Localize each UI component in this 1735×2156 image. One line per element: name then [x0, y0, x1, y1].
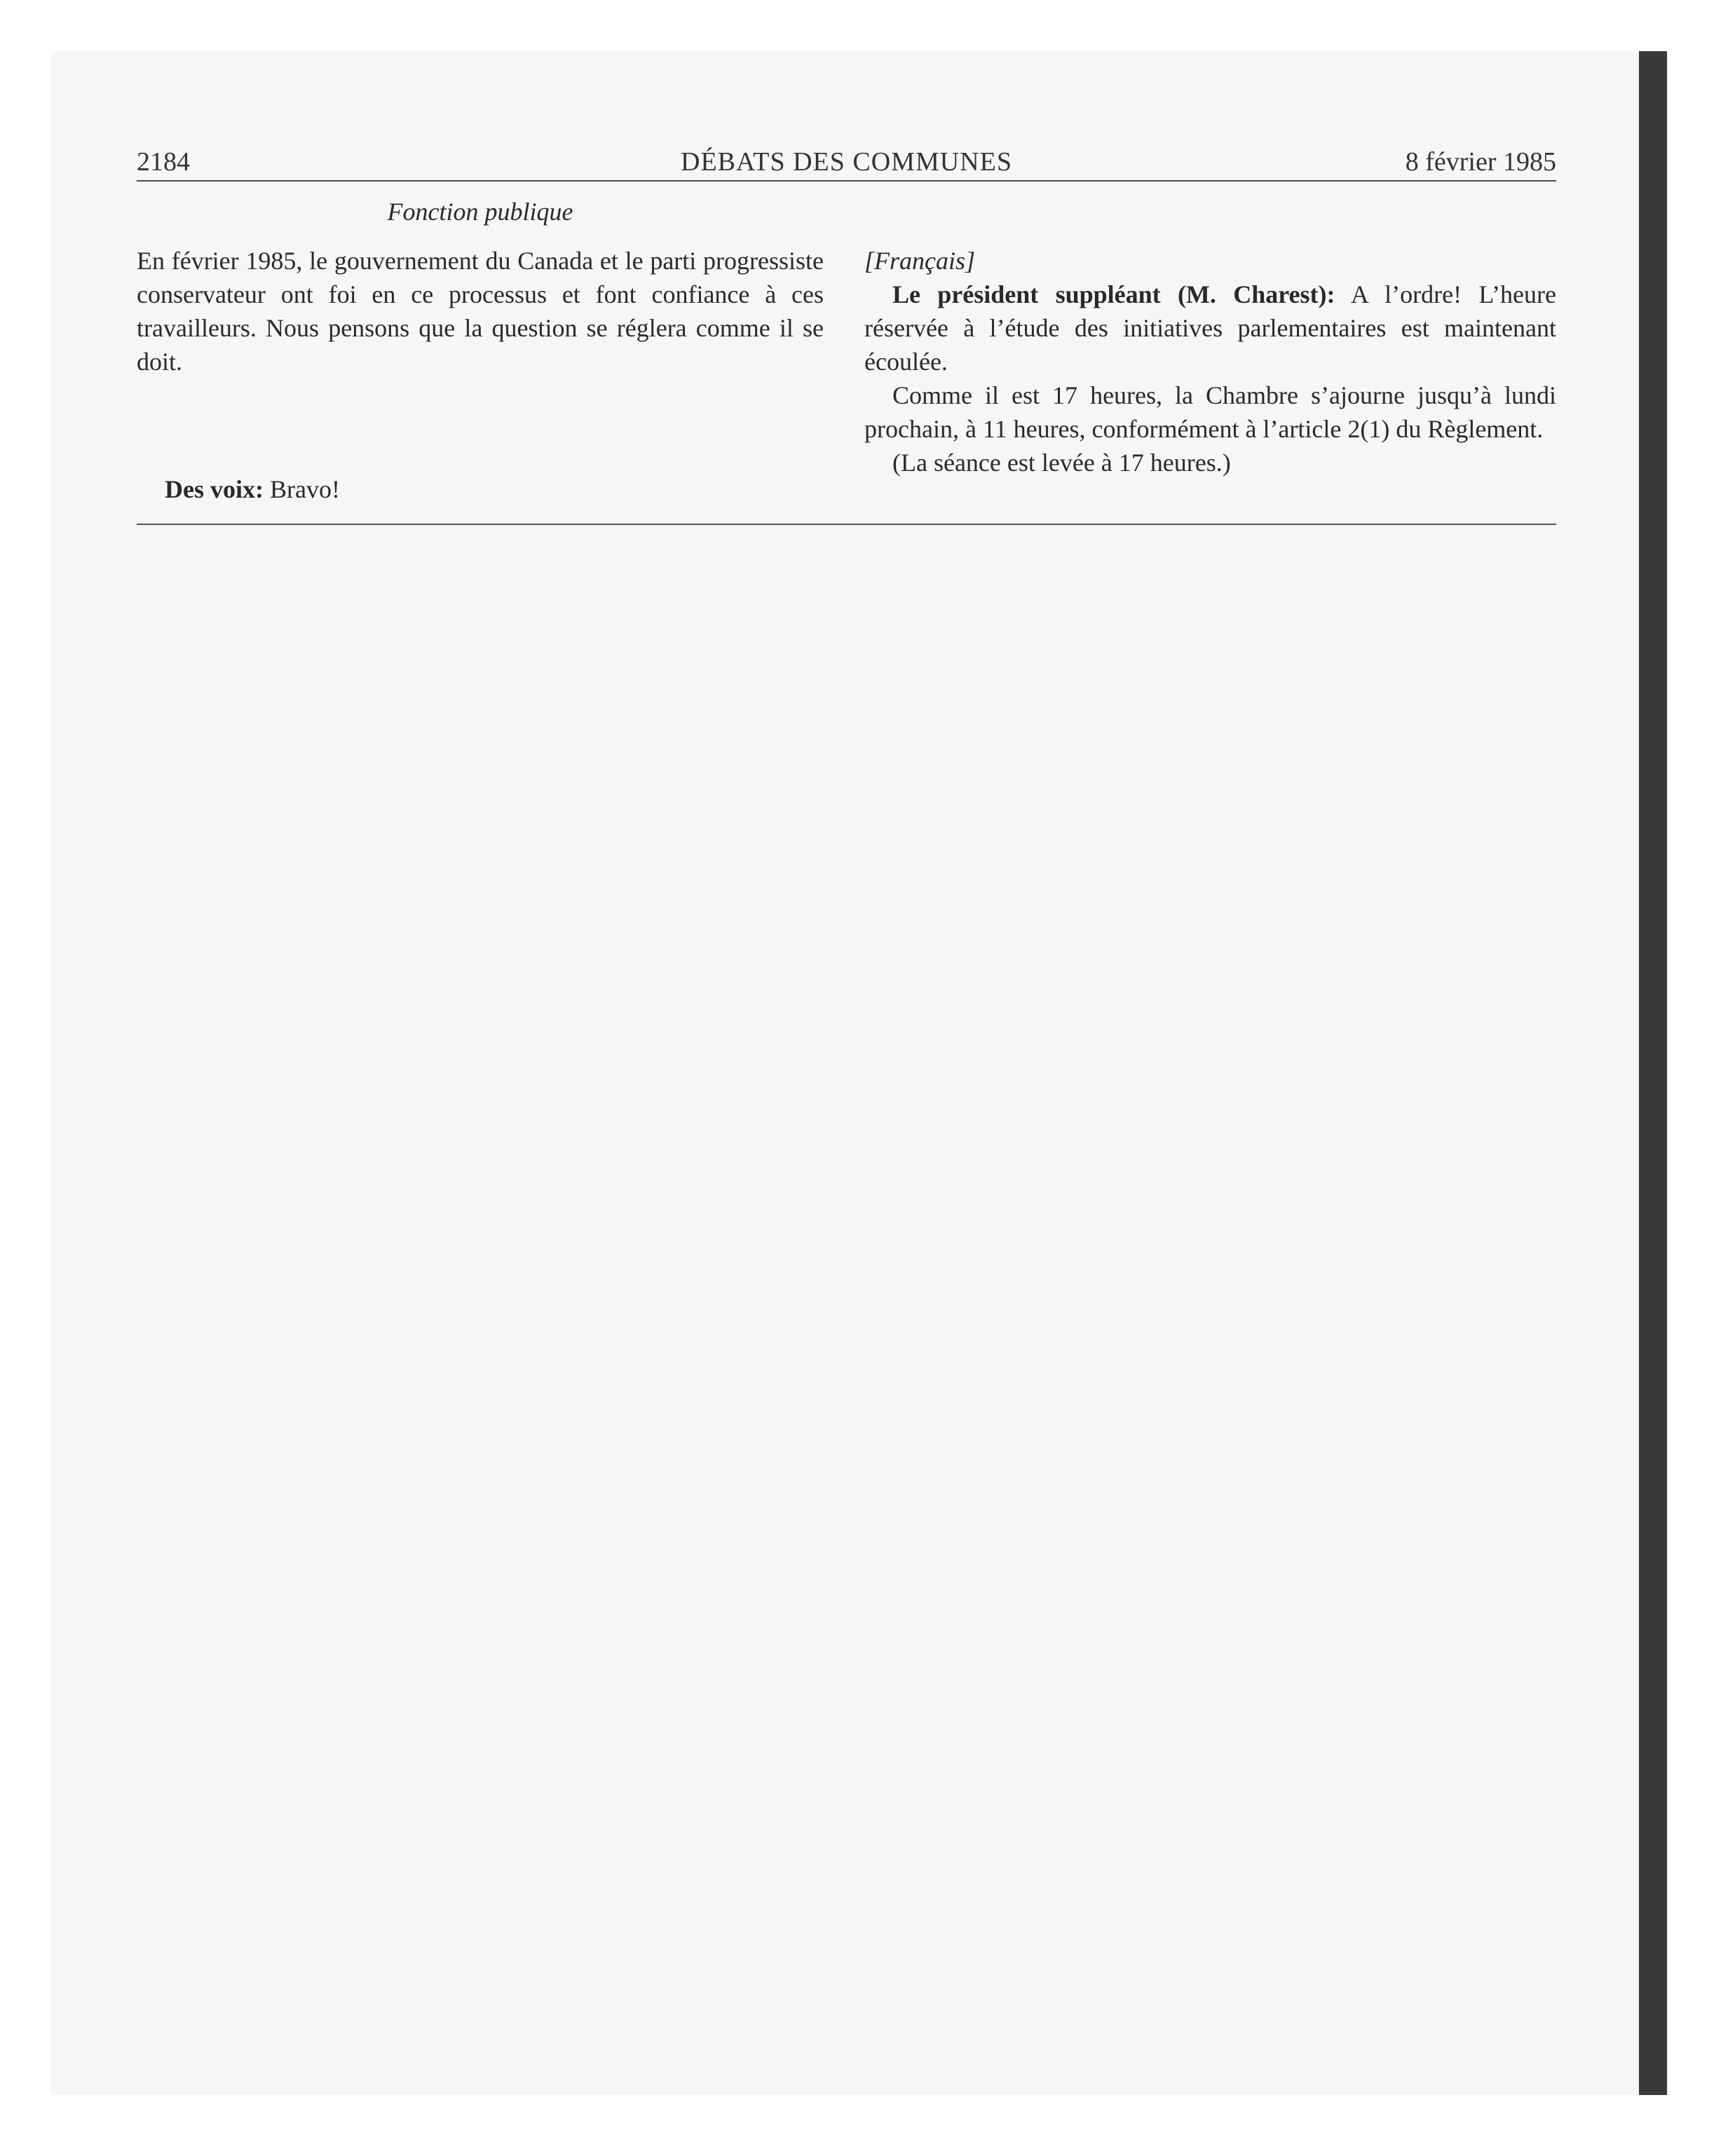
header-date: 8 février 1985 [1405, 147, 1556, 177]
speaker-name: Des voix: [165, 475, 264, 503]
speaker-statement [864, 278, 1556, 378]
right-column [864, 195, 1556, 479]
section-heading: Fonction publique [387, 198, 573, 226]
scan-edge-bar [1639, 51, 1667, 2095]
interjection-text: Bravo! [269, 475, 340, 503]
page-number: 2184 [137, 147, 190, 177]
journal-title: DÉBATS DES COMMUNES [681, 147, 1012, 177]
adjournment-paragraph: Comme il est 17 heures, la Chambre s’ajourne jusqu’à lundi prochain, à 11 heures, conformément à l’article 2(1) du Règlement. [864, 381, 1556, 443]
section-end-rule [137, 524, 1556, 525]
body-paragraph: En février 1985, le gouvernement du Canada et le parti progressiste conservateur ont foi en ce processus et font confiance à ces travailleurs. Nous pensons que la question se réglera comme il se doit. [137, 247, 824, 376]
header-rule [137, 180, 1556, 182]
interjection [137, 472, 824, 506]
language-tag: [Français] [864, 247, 976, 275]
closing-note: (La séance est levée à 17 heures.) [892, 449, 1231, 477]
statement-text: A l’ordre! L’heure réservée à l’étude des initiatives parlementaires est maintenant écoulée. [864, 280, 1556, 376]
page-header [137, 142, 1556, 182]
speaker-name: Le président suppléant (M. Charest): [892, 280, 1335, 308]
left-column [137, 195, 824, 506]
